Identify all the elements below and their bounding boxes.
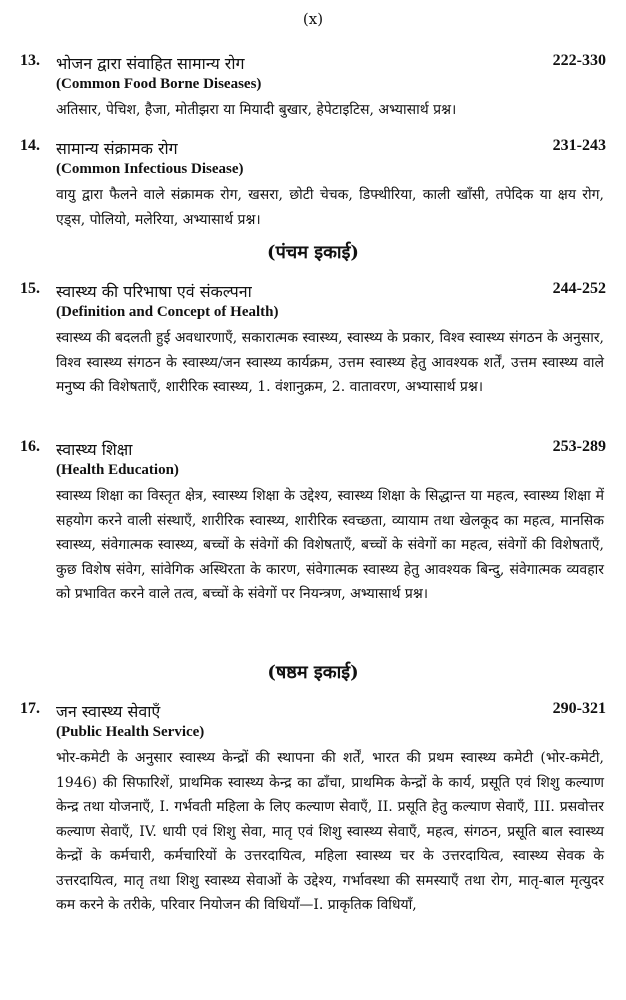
entry-number: 14. <box>20 137 40 154</box>
entry-description: स्वास्थ्य शिक्षा का विस्तृत क्षेत्र, स्वास्थ्य शिक्षा के उद्देश्य, स्वास्थ्य शिक्षा के सिद्धान्त या महत्व, स्वास्थ्य शिक्षा में सहयोग करने वाली संस्थाएँ, शारीरिक स्वास्थ्य, शारीरिक स्वच्छता, व्यायाम तथा खेलकूद का महत्व, मानसिक स्वास्थ्य, संवेगात्मक स्वास्थ्य, बच्चों के संवेगों की विशेषताएँ, बच्चों के संवेगों का महत्व, संवेगों की विशेषताएँ, कुछ विशेष संवेग, सांवेगिक अस्थिरता के कारण, संवेगात्मक स्वास्थ्य हेतु आवश्यक बिन्दु, संवेगात्मक व्यवहार को प्रभावित करने वाले तत्व, बच्चों के संवेगों पर नियन्त्रण, अभ्यासार्थ प्रश्न। <box>56 488 604 602</box>
entry-pages: 222-330 <box>552 52 606 69</box>
toc-entry-16 <box>0 438 626 648</box>
entry-description: अतिसार, पेचिश, हैजा, मोतीझरा या मियादी बुखार, हेपेटाइटिस, अभ्यासार्थ प्रश्न। <box>56 102 457 118</box>
entry-title-english: (Common Food Borne Diseases) <box>56 76 262 92</box>
entry-title-english: (Public Health Service) <box>56 724 205 740</box>
entry-description: भोर-कमेटी के अनुसार स्वास्थ्य केन्द्रों की स्थापना की शर्तें, भारत की प्रथम स्वास्थ्य कमेटी (भोर-कमेटी, 1946) की सिफारिशें, प्राथमिक स्वास्थ्य केन्द्र का ढाँचा, प्राथमिक केन्द्रों के कार्य, प्रसूति एवं शिशु कल्याण केन्द्र तथा योजनाएँ, I. गर्भवती महिला के लिए कल्याण सेवाएँ, II. प्रसूति हेतु कल्याण सेवाएँ, III. प्रसवोत्तर कल्याण सेवाएँ, IV. धायी एवं शिशु सेवा, मातृ एवं शिशु स्वास्थ्य सेवाएँ, महत्व, संगठन, प्रसूति बाल स्वास्थ्य केन्द्रों के कर्मचारी, कर्मचारियों के उत्तरदायित्व, महिला स्वास्थ्य चर के उत्तरदायित्व, स्वास्थ्य सेवक के उत्तरदायित्व, मातृ तथा शिशु स्वास्थ्य सेवाओं के उद्देश्य, गर्भावस्था की समस्याएँ तथा रोग, मातृ-बाल मृत्युदर कम करने के तरीके, परिवार नियोजन की विधियाँ—I. प्राकृतिक विधियाँ, <box>56 750 604 913</box>
entry-title-english: (Common Infectious Disease) <box>56 161 244 177</box>
toc-entry-15 <box>0 280 626 425</box>
entry-description: वायु द्वारा फैलने वाले संक्रामक रोग, खसरा, छोटी चेचक, डिफ्थीरिया, काली खाँसी, तपेदिक या क्षय रोग, एड्स, पोलियो, मलेरिया, अभ्यासार्थ प्रश्न। <box>56 187 604 228</box>
unit-heading-sixth: (षष्ठम इकाई) <box>267 662 359 683</box>
entry-pages: 253-289 <box>552 438 606 455</box>
entry-number: 13. <box>20 52 40 69</box>
entry-pages: 231-243 <box>552 137 606 154</box>
entry-title: सामान्य संक्रामक रोग <box>56 139 178 158</box>
entry-title-english: (Health Education) <box>56 462 179 478</box>
entry-title: स्वास्थ्य शिक्षा <box>56 440 133 459</box>
entry-description: स्वास्थ्य की बदलती हुई अवधारणाएँ, सकारात्मक स्वास्थ्य, स्वास्थ्य के प्रकार, विश्व स्वास्थ्य संगठन के अनुसार, विश्व स्वास्थ्य संगठन के स्वास्थ्य/जन स्वास्थ्य कार्यक्रम, उत्तम स्वास्थ्य हेतु आवश्यक शर्तें, उत्तम स्वास्थ्य वाले मनुष्य की विशेषताएँ, शारीरिक स्वास्थ्य, 1. वंशानुक्रम, 2. वातावरण, अभ्यासार्थ प्रश्न। <box>56 330 604 395</box>
toc-entry-14 <box>0 137 626 232</box>
entry-number: 16. <box>20 438 40 455</box>
page-number: (x) <box>302 10 324 28</box>
toc-entry-17 <box>0 700 626 990</box>
entry-title-english: (Definition and Concept of Health) <box>56 304 279 320</box>
entry-number: 15. <box>20 280 40 297</box>
entry-title: स्वास्थ्य की परिभाषा एवं संकल्पना <box>56 282 252 301</box>
entry-title: जन स्वास्थ्य सेवाएँ <box>56 702 161 721</box>
entry-number: 17. <box>20 700 40 717</box>
entry-pages: 244-252 <box>552 280 606 297</box>
toc-entry-13 <box>0 52 626 122</box>
entry-pages: 290-321 <box>552 700 606 717</box>
unit-heading-fifth: (पंचम इकाई) <box>267 242 359 263</box>
entry-title: भोजन द्वारा संवाहित सामान्य रोग <box>56 54 245 73</box>
